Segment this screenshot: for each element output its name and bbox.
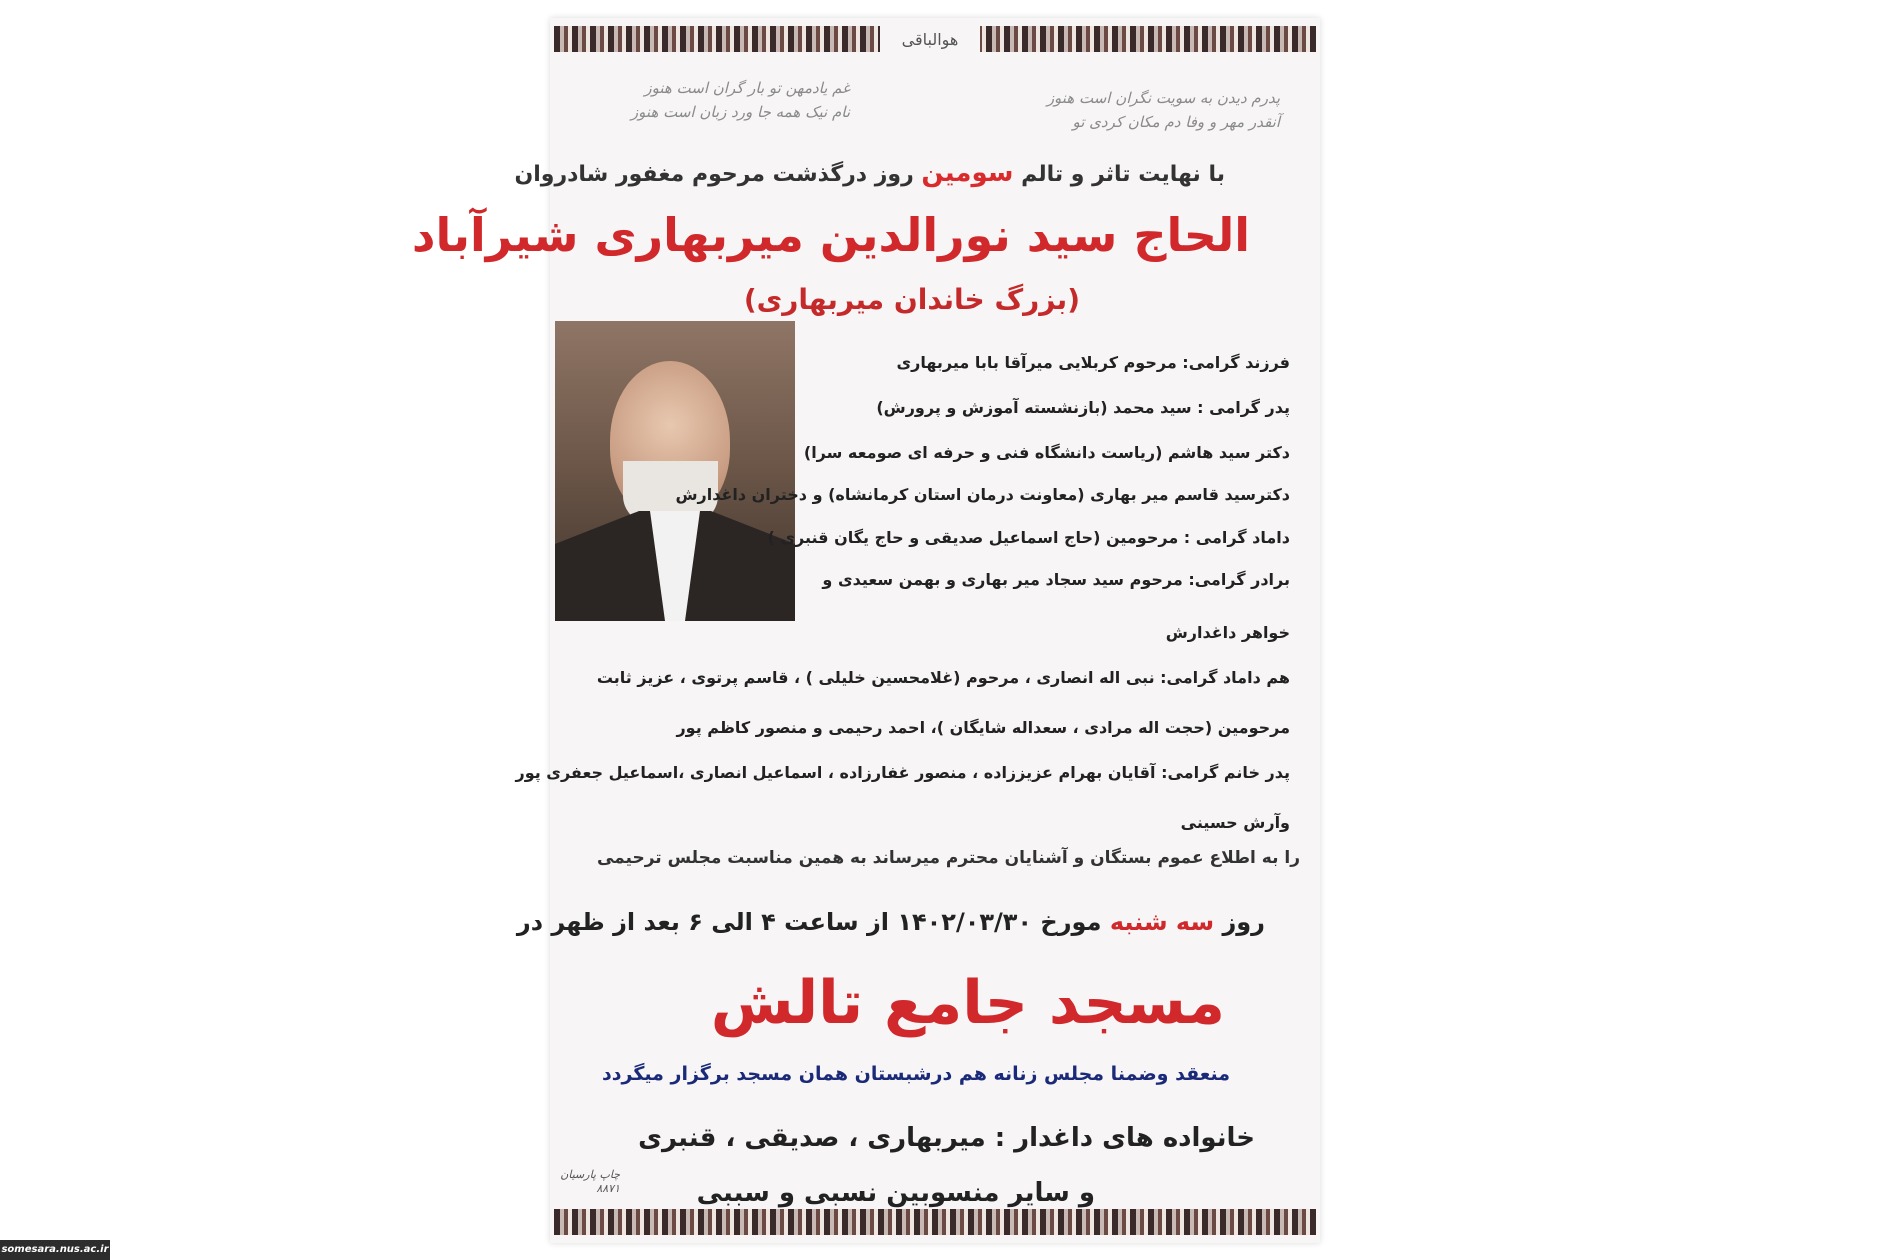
family-line: پدر خانم گرامی: آقایان بهرام عزیززاده ، منصور غفارزاده ، اسماعیل انصاری ،اسماعیل جعفری پور <box>515 763 1290 782</box>
poem-left-line-2: نام نیک همه جا ورد زبان است هنوز <box>630 103 850 121</box>
poem-right <box>950 86 1280 134</box>
date-rest: مورخ ۱۴۰۲/۰۳/۳۰ از ساعت ۴ الی ۶ بعد از ظهر در <box>516 908 1102 936</box>
family-line: وآرش حسینی <box>1180 813 1290 832</box>
mosque-name: مسجد جامع تالش <box>710 968 1225 1038</box>
family-line: هم داماد گرامی: نبی اله انصاری ، مرحوم (غلامحسین خلیلی ) ، قاسم پرتوی ، عزیز ثابت <box>596 668 1290 687</box>
printer-credit: چاپ پارسیان ۸۸۷۱ <box>560 1168 620 1195</box>
date-prefix: روز <box>1222 908 1265 936</box>
women-session: منعقد وضمنا مجلس زنانه هم درشبستان همان مسجد برگزار میگردد <box>602 1063 1230 1085</box>
families-line-1: خانواده های داغدار : میربهاری ، صدیقی ، قنبری <box>638 1123 1255 1153</box>
family-line: پدر گرامی : سید محمد (بازنشسته آموزش و پرورش) <box>876 398 1290 417</box>
intro-highlight: سومین <box>921 158 1014 188</box>
header-word: هوالباقی <box>880 20 980 60</box>
family-line: مرحومین (حجت اله مرادی ، سعداله شایگان )، احمد رحیمی و منصور کاظم پور <box>676 718 1290 737</box>
ceremony-date <box>517 908 1265 936</box>
decorative-border-bottom <box>554 1209 1316 1235</box>
poem-left-line-1: غم یادمهن تو بار گران است هنوز <box>644 79 850 97</box>
poem-left <box>590 76 850 124</box>
family-line: برادر گرامی: مرحوم سید سجاد میر بهاری و بهمن سعیدی و <box>822 570 1290 589</box>
poem-right-line-2: آنقدر مهر و وفا دم مکان کردی تو <box>1072 113 1280 131</box>
notice-line: را به اطلاع عموم بستگان و آشنایان محترم میرساند به همین مناسبت مجلس ترحیمی <box>596 848 1300 868</box>
deceased-subtitle: (بزرگ خاندان میربهاری) <box>743 283 1080 316</box>
poem-right-line-1: پدرم دیدن به سویت نگران است هنوز <box>1046 89 1280 107</box>
site-watermark: somesara.nus.ac.ir <box>0 1240 110 1260</box>
obituary-poster <box>411 18 1320 1243</box>
family-line: خواهر داغدارش <box>1165 623 1290 642</box>
family-line: داماد گرامی : مرحومین (حاج اسماعیل صدیقی و حاج یگان قنبری ) <box>767 528 1290 547</box>
families-line-2: و سایر منسوبین نسبی و سببی <box>696 1178 1095 1208</box>
date-day: سه شنبه <box>1109 908 1215 936</box>
deceased-name: الحاج سید نورالدین میربهاری شیرآباد <box>411 208 1250 262</box>
deceased-portrait <box>555 321 795 621</box>
intro-before: با نهایت تاثر و تالم <box>1021 162 1225 187</box>
intro-after: روز درگذشت مرحوم مغفور شادروان <box>514 162 914 187</box>
intro-line <box>514 158 1225 188</box>
family-line: فرزند گرامی: مرحوم کربلایی میرآقا بابا میربهاری <box>896 353 1290 372</box>
family-line: دکتر سید هاشم (ریاست دانشگاه فنی و حرفه ای صومعه سرا) <box>803 443 1290 462</box>
family-line: دکترسید قاسم میر بهاری (معاونت درمان استان کرمانشاه) و دختران داغدارش <box>675 485 1290 504</box>
